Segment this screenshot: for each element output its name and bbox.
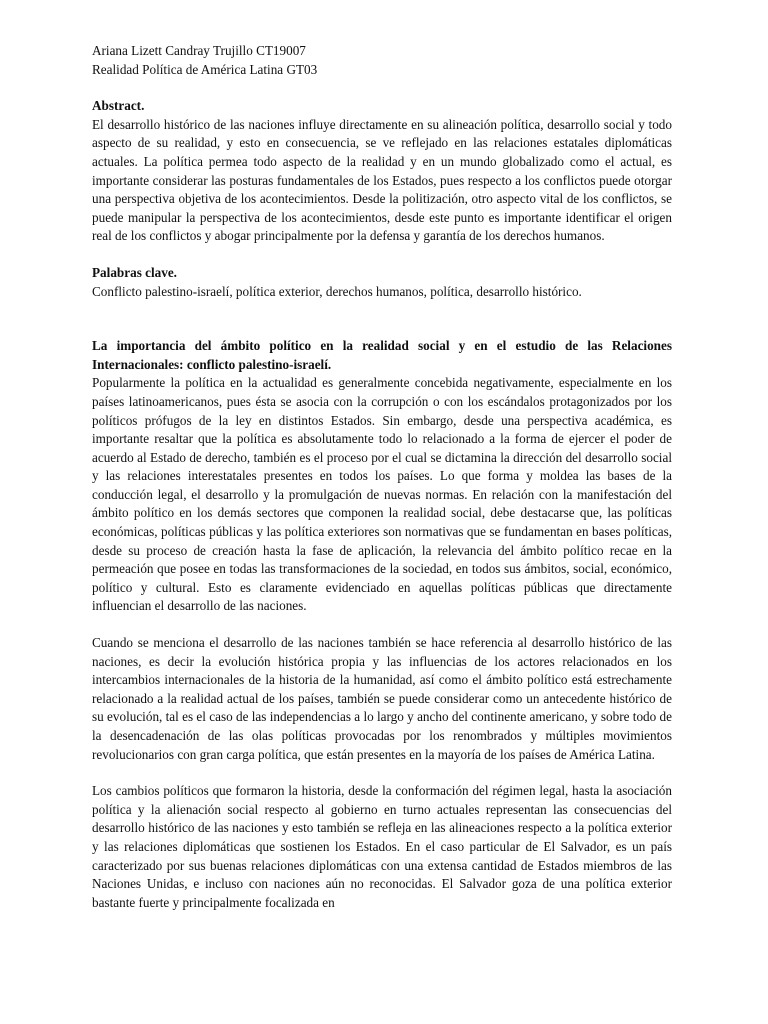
spacer bbox=[92, 246, 672, 264]
article-title: La importancia del ámbito político en la realidad social y en el estudio de las Relaciones Internacionales: conflicto palestino-israelí. bbox=[92, 338, 672, 372]
article-paragraph: Cuando se menciona el desarrollo de las naciones también se hace referencia al desarrollo histórico de las naciones, es decir la evolución histórica propia y las influencias de los actores relacionados en los intercambios internacionales de la historia de la humanidad, así como el ámbito político está estrechamente relacionado a la realidad actual de los países, también se puede considerar como un antecedente histórico de su evolución, tal es el caso de las independencias a lo largo y ancho del continente americano, y sobre todo de la desencadenación de las olas políticas provocadas por los renombrados y múltiples movimientos revolucionarios con gran carga política, que están presentes en la mayoría de los países de América Latina. bbox=[92, 635, 672, 762]
spacer bbox=[92, 764, 672, 782]
course-line: Realidad Política de América Latina GT03 bbox=[92, 61, 318, 77]
keywords-heading: Palabras clave. bbox=[92, 264, 177, 280]
spacer bbox=[92, 79, 672, 97]
keywords-body: Conflicto palestino-israelí, política exterior, derechos humanos, política, desarrollo histórico. bbox=[92, 283, 582, 299]
article-paragraph: Popularmente la política en la actualidad es generalmente concebida negativamente, especialmente en los países latinoamericanos, pues ésta se asocia con la corrupción o con los escándalos protagonizados por los políticos prófugos de la ley en distintos Estados. Sin embargo, desde una perspectiva académica, es importante resaltar que la política es absolutamente todo lo relacionado a la forma de ejercer el poder de acuerdo al Estado de derecho, también es el proceso por el cual se dictamina la dirección del desarrollo social y las relaciones interestatales presentes en todos los países. Lo que forma y moldea las bases de la conducción legal, el desarrollo y la promulgación de nuevas normas. En relación con la manifestación del ámbito político en los demás sectores que componen la realidad social, debe destacarse que, las políticas económicas, políticas públicas y las política exteriores son normativas que se fundamentan en bases políticas, desde su proceso de creación hasta la fase de aplicación, la relevancia del ámbito político recae en la permeación que posee en todas las transformaciones de la sociedad, en todos sus ámbitos, social, económico, político y cultural. Esto es claramente evidenciado en aquellas políticas públicas que directamente influencian el desarrollo de las naciones. bbox=[92, 375, 672, 614]
spacer bbox=[92, 301, 672, 337]
abstract-heading: Abstract. bbox=[92, 98, 145, 114]
author-line: Ariana Lizett Candray Trujillo CT19007 bbox=[92, 43, 306, 58]
article-paragraph: Los cambios políticos que formaron la historia, desde la conformación del régimen legal, hasta la asociación política y la alienación social respecto al gobierno en turno actuales representan las consecuencias del desarrollo histórico de las naciones y esto también se refleja en las alineaciones respecto a la política exterior y las relaciones diplomáticas que sostienen los Estados. En el caso particular de El Salvador, es un país caracterizado por sus buenas relaciones diplomáticas con una extensa cantidad de Estados miembros de las Naciones Unidas, e incluso con naciones aún no reconocidas. El Salvador goza de una política exterior bastante fuerte y principalmente focalizada en bbox=[92, 783, 672, 910]
abstract-body: El desarrollo histórico de las naciones influye directamente en su alineación política, desarrollo social y todo aspecto de su realidad, y esto en consecuencia, se ve reflejado en las relaciones estatales diplomáticas actuales. La política permea todo aspecto de la realidad y en un mundo globalizado como el actual, es importante considerar las posturas fundamentales de los Estados, pues respecto a los conflictos puede otorgar una perspectiva objetiva de los acontecimientos. Desde la politización, otro aspecto vital de los conflictos, se puede manipular la perspectiva de los acontecimientos, desde este punto es importante identificar el origen real de los conflictos y abogar principalmente por la defensa y garantía de los derechos humanos. bbox=[92, 116, 672, 244]
spacer bbox=[92, 616, 672, 634]
document-page bbox=[92, 42, 672, 912]
